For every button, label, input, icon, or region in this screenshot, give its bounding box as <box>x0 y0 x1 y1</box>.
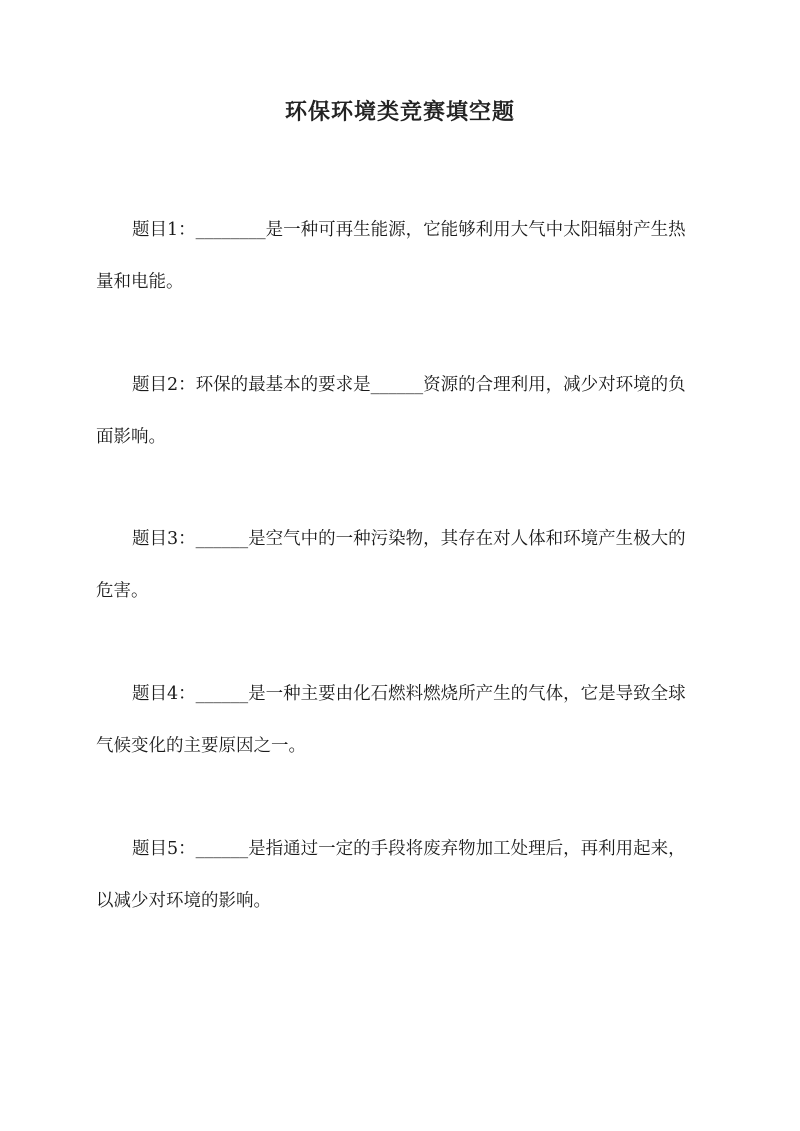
question-4: 题目4：______是一种主要由化石燃料燃烧所产生的气体，它是导致全球气候变化的主要原因之一。 <box>96 684 686 756</box>
question-5: 题目5：______是指通过一定的手段将废弃物加工处理后，再利用起来，以减少对环境的影响。 <box>96 839 686 911</box>
question-2: 题目2：环保的最基本的要求是______资源的合理利用，减少对环境的负面影响。 <box>96 375 686 447</box>
question-1: 题目1：________是一种可再生能源，它能够利用大气中太阳辐射产生热量和电能。 <box>96 220 686 292</box>
document-title: 环保环境类竞赛填空题 <box>284 99 515 125</box>
question-3: 题目3：______是空气中的一种污染物，其存在对人体和环境产生极大的危害。 <box>96 529 686 601</box>
